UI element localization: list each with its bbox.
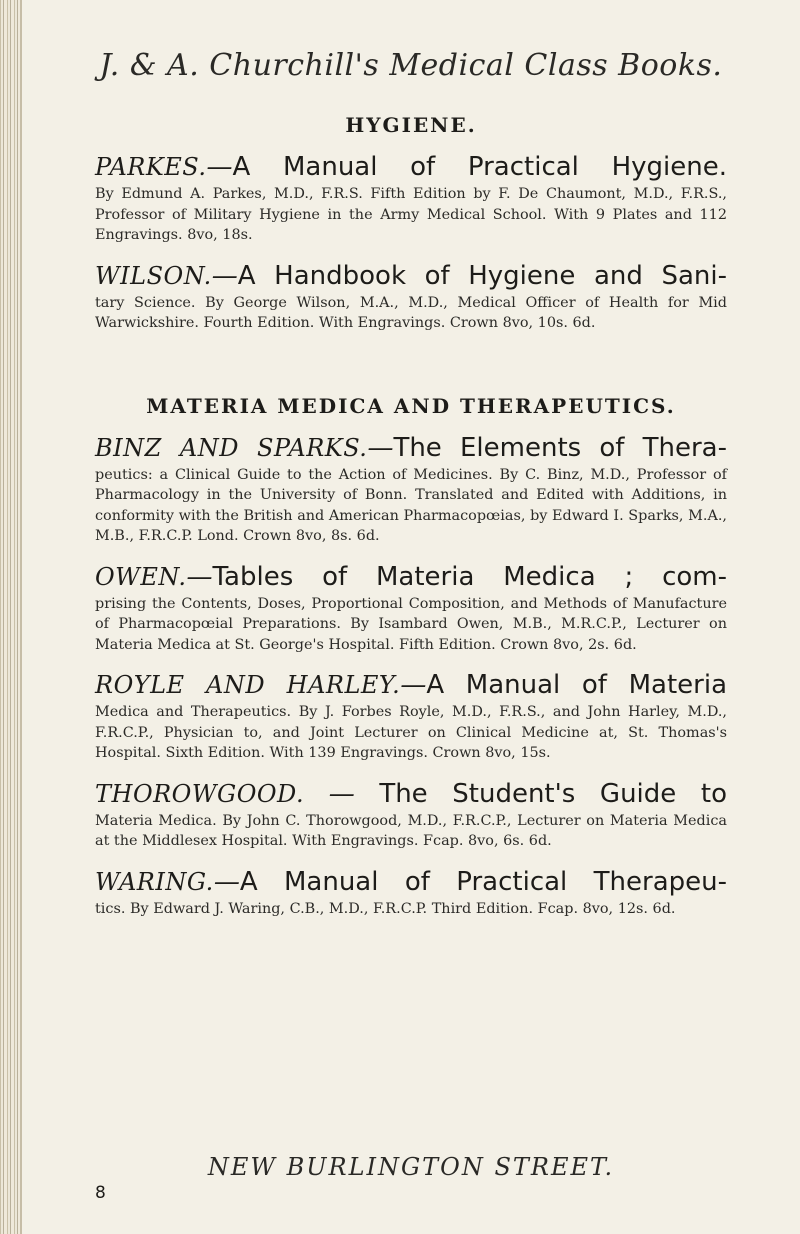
page-content: [95, 48, 727, 933]
section-title-materia-medica: MATERIA MEDICA AND THERAPEUTICS.: [146, 393, 676, 418]
entry-body: Materia Medica. By John C. Thorowgood, M.D., F.R.C.P., Lecturer on Materia Medica at the Middlesex Hospital. With Engravings. Fcap. 8vo, 6s. 6d.: [95, 812, 727, 849]
entry-body: By Edmund A. Parkes, M.D., F.R.S. Fifth Edition by F. De Chaumont, M.D., F.R.S., Professor of Military Hygiene in the Army Medical School. With 9 Plates and 112 Engravings. 8vo, 18s.: [95, 186, 727, 243]
entry-dash: —: [186, 561, 213, 592]
entry-body: Medica and Therapeutics. By J. Forbes Royle, M.D., F.R.S., and John Harley, M.D., F.R.C.P., Physician to, and Joint Lecturer on Clinical Medicine at, St. Thomas's Hospital. Sixth Edition. With 139 Engravings. Crown 8vo, 15s.: [95, 704, 727, 761]
entry-dash: —: [367, 432, 394, 463]
entry-thorowgood: [95, 778, 727, 852]
spine-edge: [20, 0, 22, 1234]
entry-head: [95, 866, 727, 898]
entry-author: WILSON.: [95, 261, 212, 290]
entry-dash: —: [211, 260, 238, 291]
entry-author: OWEN.: [95, 562, 187, 591]
page-number: 8: [95, 1183, 106, 1203]
entry-dash: —: [206, 152, 233, 182]
entry-body: peutics: a Clinical Guide to the Action of Medicines. By C. Binz, M.D., Professor of Pharmacology in the University of Bonn. Translated and Edited with Additions, in conformity with the British and American Pharmacopœias, by Edward I. Sparks, M.A., M.B., F.R.C.P. Lond. Crown 8vo, 8s. 6d.: [95, 466, 727, 544]
entry-title: A Manual of Practical Hygiene.: [232, 152, 727, 182]
entry-body: tary Science. By George Wilson, M.A., M.D., Medical Officer of Health for Mid Warwickshire. Fourth Edition. With Engravings. Crown 8vo, 10s. 6d.: [95, 294, 727, 331]
entry-author: PARKES.: [95, 153, 207, 181]
entry-title: Tables of Materia Medica ; com-: [212, 561, 727, 592]
entry-dash: —: [400, 670, 427, 700]
entry-author: THOROWGOOD.: [95, 779, 305, 808]
entry-head: [95, 669, 727, 701]
entry-body: tics. By Edward J. Waring, C.B., M.D., F.R.C.P. Third Edition. Fcap. 8vo, 12s. 6d.: [95, 900, 676, 917]
entry-dash: —: [304, 778, 380, 809]
entry-waring: [95, 866, 727, 920]
entry-royle-and-harley: [95, 669, 727, 764]
page-footer: [95, 1153, 727, 1203]
entry-head: [95, 260, 727, 292]
entry-parkes: [95, 151, 727, 246]
entry-owen: [95, 561, 727, 656]
entry-head: [95, 778, 727, 810]
section-title-hygiene: HYGIENE.: [345, 113, 477, 137]
entry-binz-and-sparks: [95, 432, 727, 547]
entry-title: The Elements of Thera-: [393, 432, 728, 463]
entry-title: A Manual of Practical Therapeu-: [239, 866, 727, 897]
entry-author: WARING.: [95, 867, 214, 896]
entry-body: prising the Contents, Doses, Proportional Composition, and Methods of Manufacture of Pharmacopœial Preparations. By Isambard Owen, M.B., M.R.C.P., Lecturer on Materia Medica at St. George's Hospital. Fifth Edition. Crown 8vo, 2s. 6d.: [95, 595, 727, 653]
entry-title: A Handbook of Hygiene and Sani-: [237, 260, 727, 291]
running-head: J. & A. Churchill's Medical Class Books.: [99, 48, 723, 83]
entry-title: The Student's Guide to: [379, 778, 727, 809]
entry-dash: —: [213, 866, 240, 897]
entry-head: [95, 432, 727, 464]
entry-head: [95, 561, 727, 593]
entry-wilson: [95, 260, 727, 334]
entry-author: ROYLE AND HARLEY.: [95, 671, 401, 699]
book-spine: [0, 0, 20, 1234]
entry-title: A Manual of Materia: [426, 670, 728, 700]
entry-author: BINZ AND SPARKS.: [95, 433, 368, 462]
entry-head: [95, 151, 727, 183]
footer-street: NEW BURLINGTON STREET.: [207, 1153, 615, 1181]
